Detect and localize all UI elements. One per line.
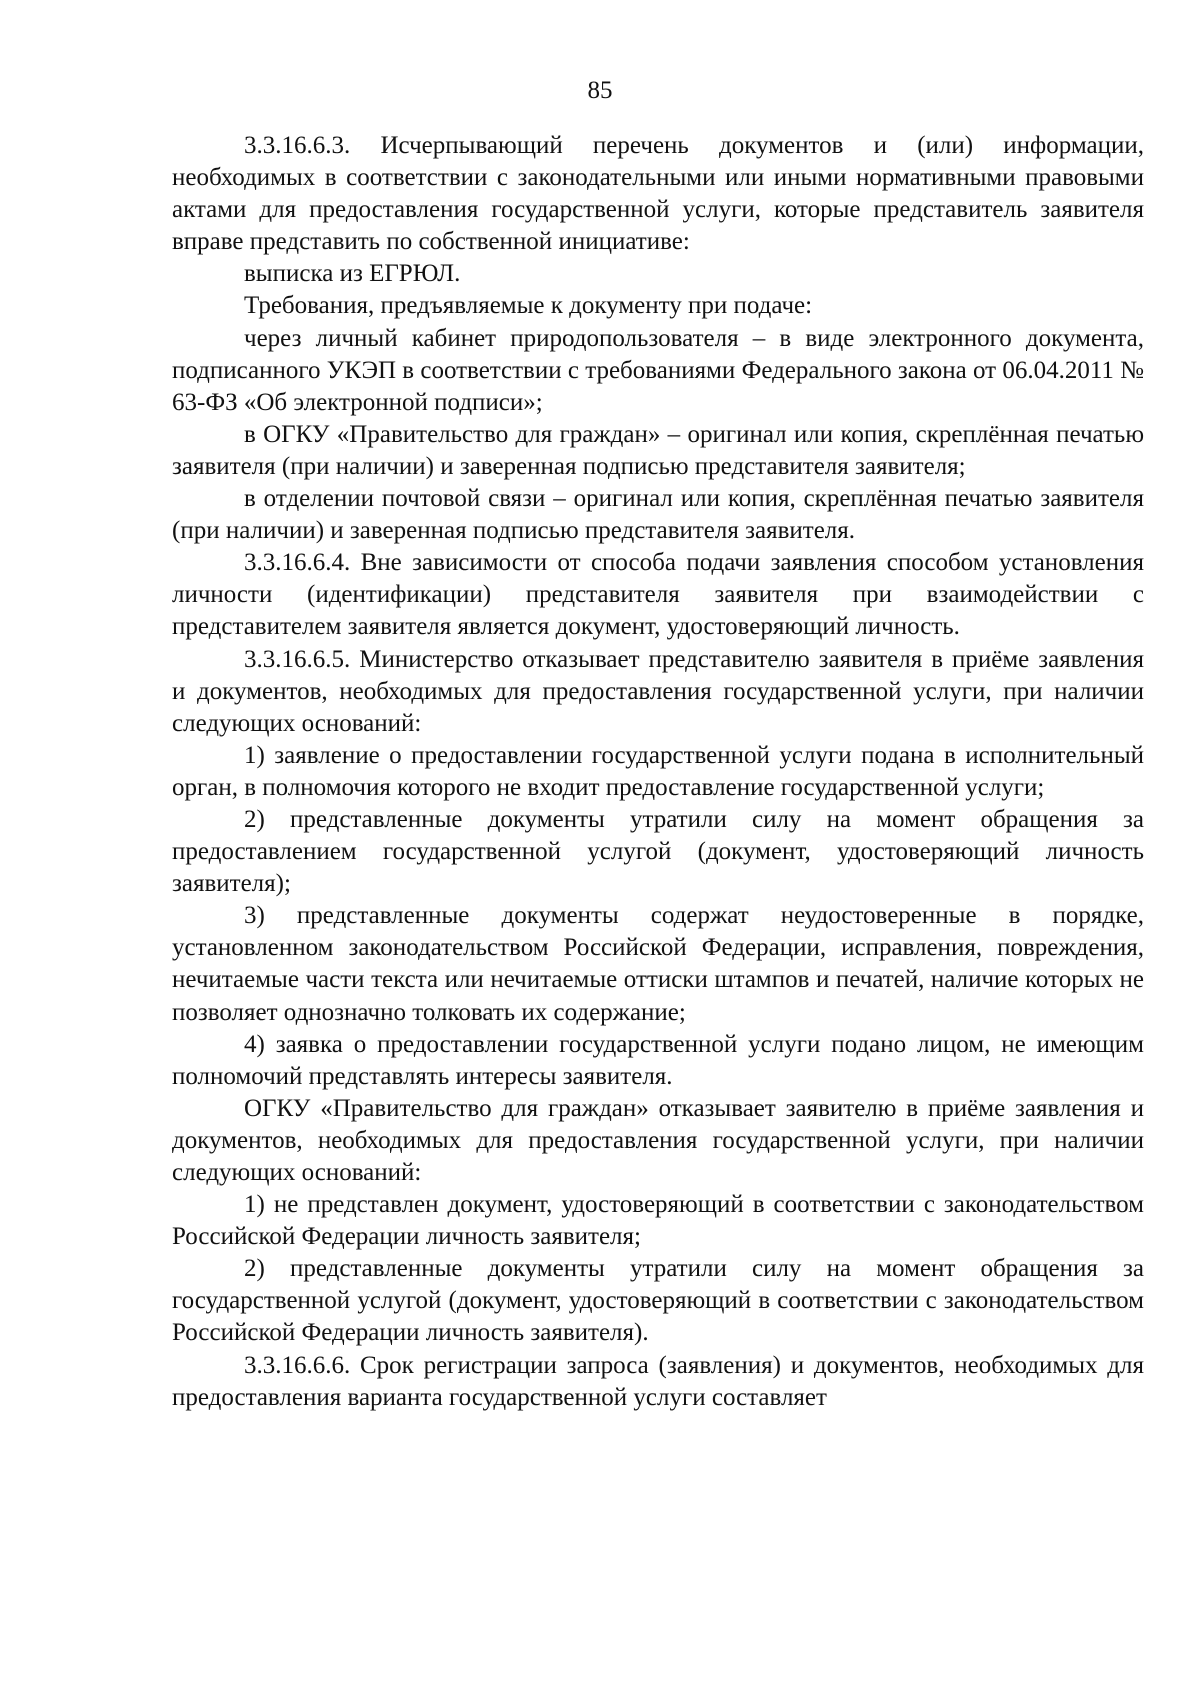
paragraph-egrul-extract: выписка из ЕГРЮЛ. — [244, 260, 461, 288]
paragraph-post-office: в отделении почтовой связи – оригинал или копия, скреплённая печатью заявителя (при наличии) и заверенная подписью представителя заявителя. — [172, 485, 1144, 545]
paragraph-3-3-16-6-5: 3.3.16.6.5. Министерство отказывает представителю заявителя в приёме заявления и документов, необходимых для предоставления государственной услуги, при наличии следующих оснований: — [172, 645, 1144, 737]
list-item-ogku-refusal-2: 2) представленные документы утратили силу на момент обращения за государственной услугой (документ, удостоверяющий в соответствии с законодательством Российской Федерации личность заявителя). — [172, 1255, 1144, 1347]
paragraph-requirements-heading: Требования, предъявляемые к документу при подаче: — [244, 292, 813, 320]
list-item-ogku-refusal-1: 1) не представлен документ, удостоверяющий в соответствии с законодательством Российской Федерации личность заявителя; — [172, 1191, 1144, 1251]
list-item-refusal-1: 1) заявление о предоставлении государственной услуги подана в исполнительный орган, в полномочия которого не входит предоставление государственной услуги; — [172, 741, 1144, 801]
paragraph-3-3-16-6-6: 3.3.16.6.6. Срок регистрации запроса (заявления) и документов, необходимых для предоставления варианта государственной услуги составляет — [172, 1351, 1144, 1411]
document-body — [172, 130, 1144, 1414]
list-item-refusal-4: 4) заявка о предоставлении государственной услуги подано лицом, не имеющим полномочий представлять интересы заявителя. — [172, 1030, 1144, 1090]
list-item-refusal-3: 3) представленные документы содержат неудостоверенные в порядке, установленном законодательством Российской Федерации, исправления, повреждения, нечитаемые части текста или нечитаемые оттиски штампов и печатей, наличие которых не позволяет однозначно толковать их содержание; — [172, 902, 1144, 1026]
page-number: 85 — [587, 77, 613, 104]
paragraph-ogku-refusal: ОГКУ «Правительство для граждан» отказывает заявителю в приёме заявления и документов, необходимых для предоставления государственной услуги, при наличии следующих оснований: — [172, 1094, 1144, 1186]
list-item-refusal-2: 2) представленные документы утратили силу на момент обращения за предоставлением государственной услугой (документ, удостоверяющий личность заявителя); — [172, 805, 1144, 898]
paragraph-3-3-16-6-3: 3.3.16.6.3. Исчерпывающий перечень документов и (или) информации, необходимых в соответствии с законодательными или иными нормативными правовыми актами для предоставления государственной услуги, которые представитель заявителя вправе представить по собственной инициативе: — [172, 132, 1144, 256]
paragraph-ogku: в ОГКУ «Правительство для граждан» – оригинал или копия, скреплённая печатью заявителя (при наличии) и заверенная подписью представителя заявителя; — [172, 420, 1144, 480]
paragraph-3-3-16-6-4: 3.3.16.6.4. Вне зависимости от способа подачи заявления способом установления личности (идентификации) представителя заявителя при взаимодействии с представителем заявителя является документ, удостоверяющий личность. — [172, 549, 1144, 641]
paragraph-personal-cabinet: через личный кабинет природопользователя – в виде электронного документа, подписанного УКЭП в соответствии с требованиями Федерального закона от 06.04.2011 № 63-ФЗ «Об электронной подписи»; — [172, 324, 1144, 416]
